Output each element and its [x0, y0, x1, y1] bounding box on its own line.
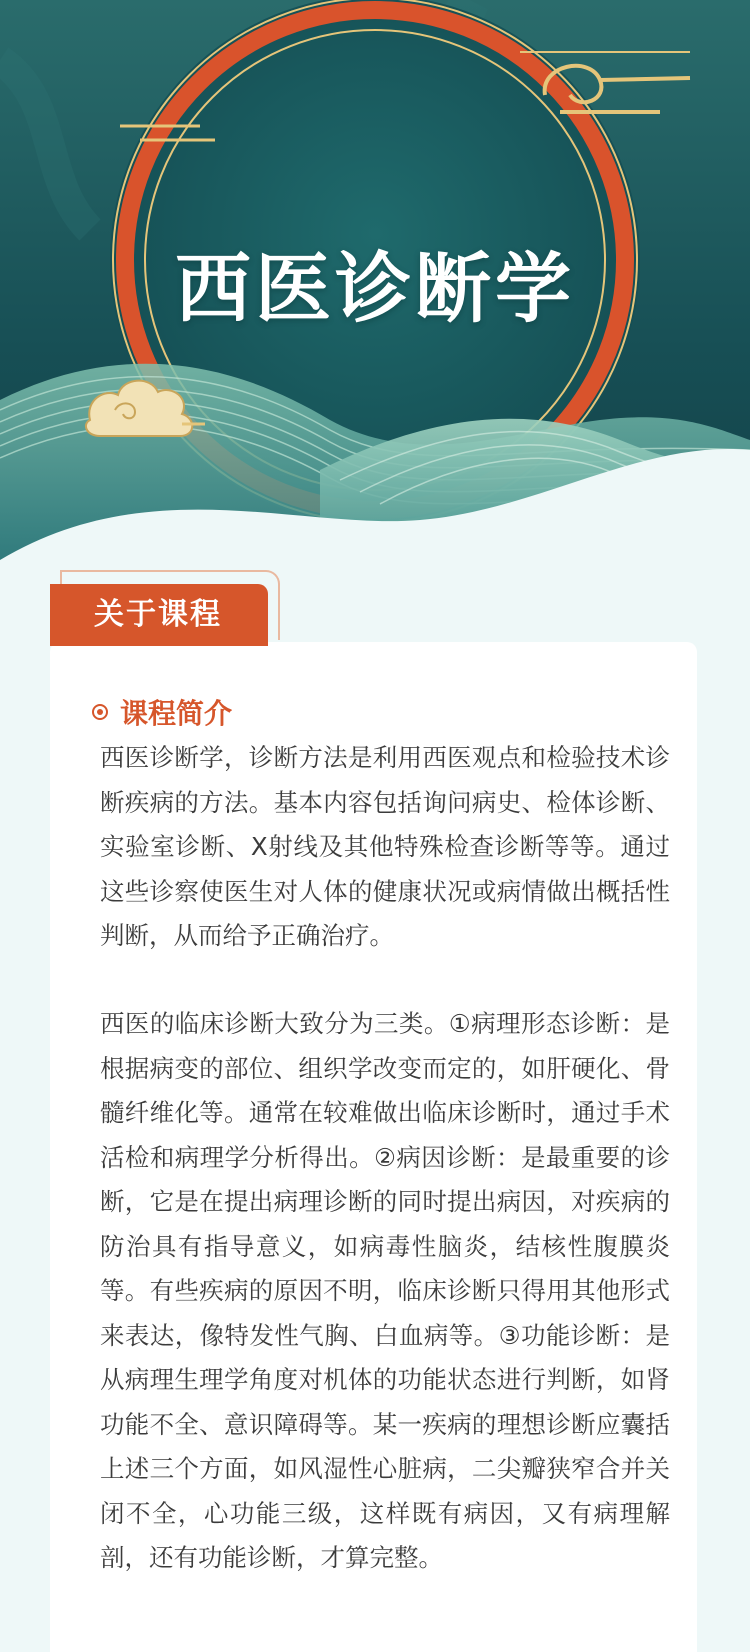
target-icon: [92, 704, 108, 720]
hero-title: 西医诊断学: [175, 244, 575, 333]
intro-paragraph-1: 西医诊断学，诊断方法是利用西医观点和检验技术诊断疾病的方法。基本内容包括询问病史、检体诊断、实验室诊断、X射线及其他特殊检查诊断等等。通过这些诊察使医生对人体的健康状况或病情做出概括性判断，从而给予正确治疗。: [100, 743, 670, 950]
section-tab-about-course: 关于课程: [50, 584, 268, 646]
course-intro-heading: [92, 692, 232, 732]
intro-paragraph-2: 西医的临床诊断大致分为三类。①病理形态诊断：是根据病变的部位、组织学改变而定的，如肝硬化、骨髓纤维化等。通常在较难做出临床诊断时，通过手术活检和病理学分析得出。②病因诊断：是最重要的诊断，它是在提出病理诊断的同时提出病因，对疾病的防治具有指导意义，如病毒性脑炎，结核性腹膜炎等。有些疾病的原因不明，临床诊断只得用其他形式来表达，像特发性气胸、白血病等。③功能诊断：是从病理生理学角度对机体的功能状态进行判断，如肾功能不全、意识障碍等。某一疾病的理想诊断应囊括上述三个方面，如风湿性心脏病，二尖瓣狭窄合并关闭不全，心功能三级，这样既有病因，又有病理解剖，还有功能诊断，才算完整。: [100, 1009, 670, 1572]
course-intro-heading-text: 课程简介: [120, 697, 233, 730]
hero-banner: [0, 0, 750, 580]
